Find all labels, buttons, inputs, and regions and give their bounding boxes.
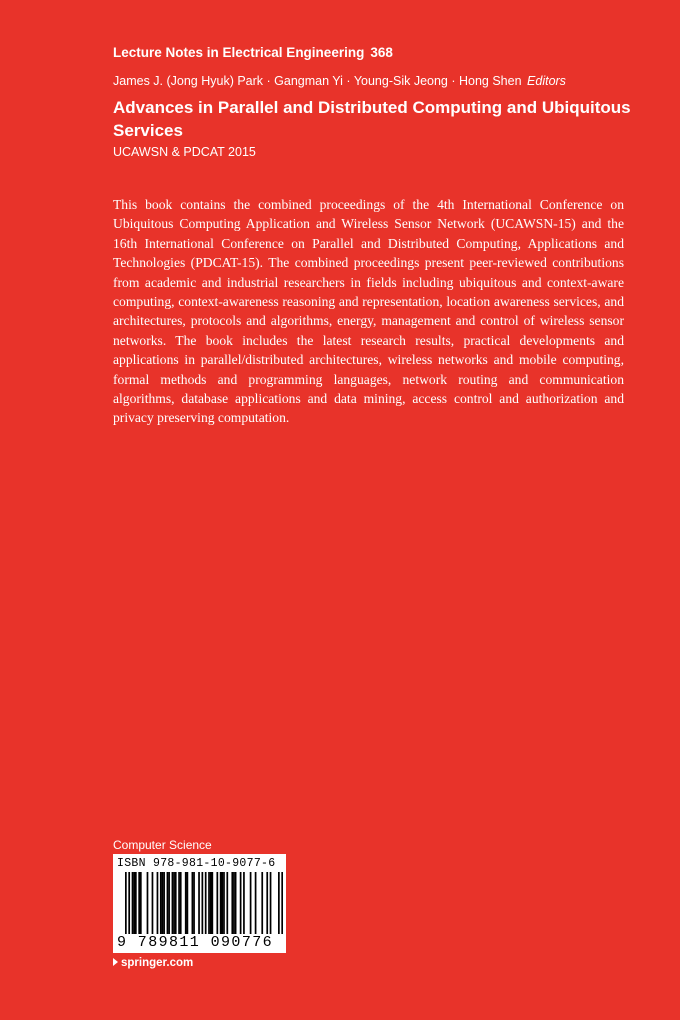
barcode-bar: [208, 872, 210, 934]
barcode-bar: [167, 872, 169, 934]
barcode-bars: [125, 872, 283, 934]
barcode-bar: [233, 872, 235, 934]
barcode-bar: [133, 872, 135, 934]
barcode-bar: [223, 872, 225, 934]
barcode-bar: [172, 872, 174, 934]
barcode-bar: [226, 872, 228, 934]
barcode-bar: [135, 872, 137, 934]
editor-names: James J. (Jong Hyuk) Park · Gangman Yi · Young-Sik Jeong · Hong Shen: [113, 74, 522, 88]
barcode-bar: [178, 872, 180, 934]
barcode-bar: [157, 872, 159, 934]
subject-category: Computer Science: [113, 838, 212, 852]
barcode-bar: [125, 872, 127, 934]
book-description: This book contains the combined proceedings of the 4th International Conference on Ubiquitous Computing Application and Wireless Sensor Network (UCAWSN-15) and the 16th International Conference on Parallel and Distributed Computing, Applications and Technologies (PDCAT-15). The combined proceedings present peer-reviewed contributions from academic and industrial researchers in fields including ubiquitous and context-aware computing, context-awareness reasoning and representation, location awareness services, and architectures, protocols and algorithms, energy, management and control of wireless sensor networks. The book includes the latest research results, practical developments and applications in parallel/distributed architectures, wireless networks and mobile computing, formal methods and programming languages, network routing and communication algorithms, database applications and data mining, access control and authorization and privacy preserving computation.: [113, 197, 624, 426]
barcode-bar: [235, 872, 237, 934]
barcode-bar: [220, 872, 222, 934]
barcode-digits: 9 789811 090776: [117, 934, 274, 951]
barcode-bar: [160, 872, 162, 934]
arrow-right-icon: [113, 958, 118, 966]
barcode-bar: [205, 872, 207, 934]
barcode-bar: [173, 872, 175, 934]
barcode: [113, 854, 286, 953]
barcode-bar: [168, 872, 170, 934]
website-label: springer.com: [121, 957, 194, 969]
isbn-text: ISBN 978-981-10-9077-6: [117, 857, 276, 870]
publisher-website[interactable]: [113, 957, 193, 969]
barcode-bar: [180, 872, 182, 934]
barcode-bar: [138, 872, 140, 934]
editor-role: Editors: [527, 74, 566, 88]
barcode-bar: [198, 872, 200, 934]
barcode-bar: [193, 872, 195, 934]
series-name: Lecture Notes in Electrical Engineering: [113, 45, 365, 60]
barcode-bar: [202, 872, 204, 934]
series-volume: 368: [370, 45, 393, 60]
barcode-bar: [250, 872, 252, 934]
barcode-bar: [221, 872, 223, 934]
barcode-bar: [187, 872, 189, 934]
barcode-bar: [240, 872, 242, 934]
book-subtitle: UCAWSN & PDCAT 2015: [113, 145, 256, 159]
barcode-bar: [243, 872, 245, 934]
barcode-bar: [152, 872, 154, 934]
barcode-bar: [162, 872, 164, 934]
book-title: Advances in Parallel and Distributed Computing and Ubiquitous Services: [113, 98, 631, 140]
barcode-bar: [192, 872, 194, 934]
barcode-bar: [163, 872, 165, 934]
barcode-bar: [261, 872, 263, 934]
barcode-bar: [140, 872, 142, 934]
barcode-bar: [281, 872, 283, 934]
editors-line: [113, 74, 566, 88]
barcode-bar: [175, 872, 177, 934]
barcode-bar: [128, 872, 130, 934]
barcode-bar: [211, 872, 213, 934]
series-title: [113, 45, 393, 60]
barcode-bar: [278, 872, 280, 934]
barcode-bar: [185, 872, 187, 934]
barcode-bar: [210, 872, 212, 934]
barcode-bar: [147, 872, 149, 934]
barcode-bar: [216, 872, 218, 934]
barcode-bar: [231, 872, 233, 934]
barcode-bar: [270, 872, 272, 934]
barcode-bar: [132, 872, 134, 934]
barcode-bar: [266, 872, 268, 934]
barcode-bar: [255, 872, 257, 934]
